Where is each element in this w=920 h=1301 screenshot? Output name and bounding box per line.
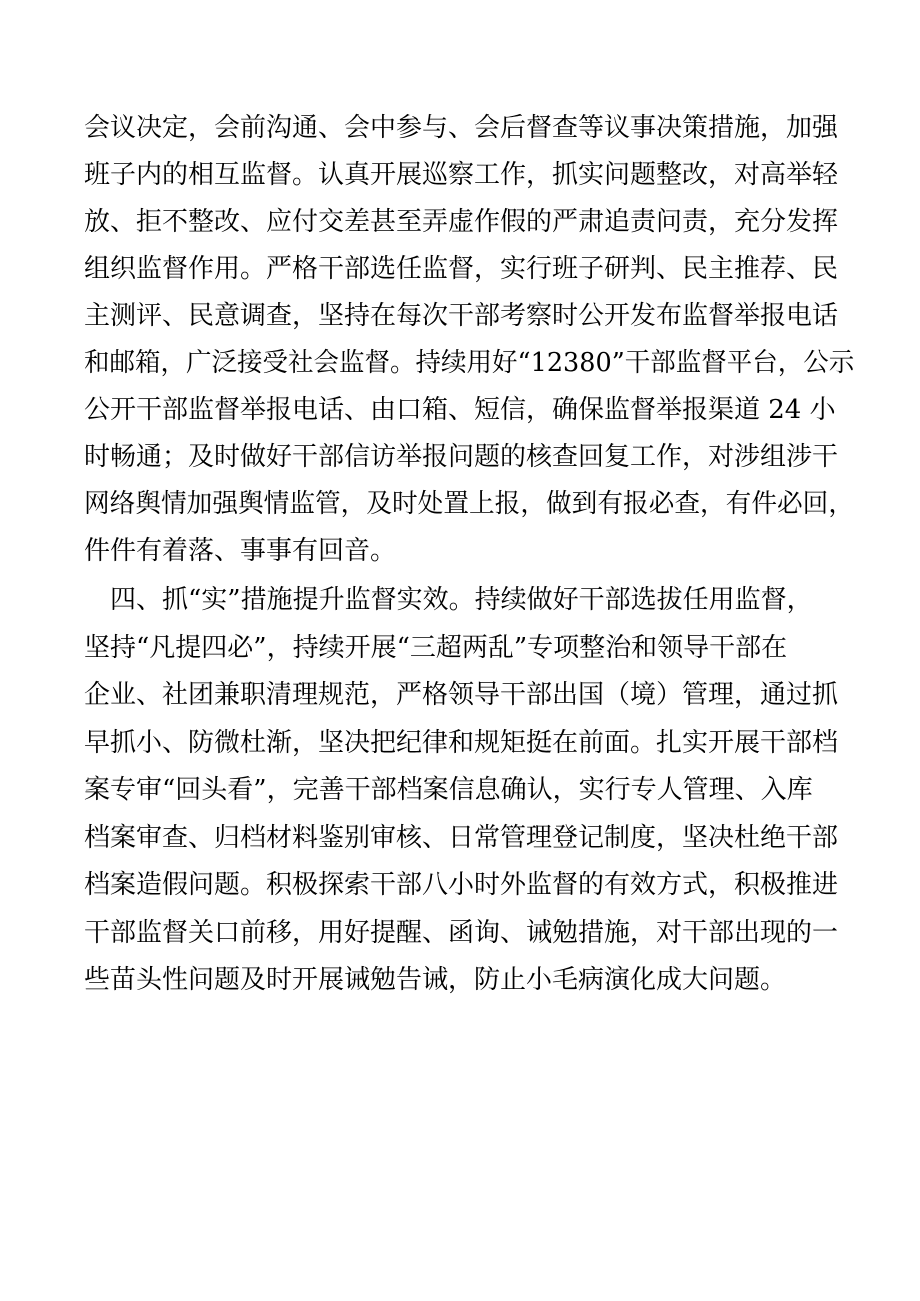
text-line: 会议决定，会前沟通、会中参与、会后督查等议事决策措施，加强	[84, 113, 839, 143]
text-line: 网络舆情加强舆情监管，及时处置上报，做到有报必查，有件必回，	[84, 489, 855, 519]
text-line: 组织监督作用。严格干部选任监督，实行班子研判、民主推荐、民	[84, 254, 839, 284]
text-line: 坚持“凡提四必”，持续开展“三超两乱”专项整治和领导干部在	[84, 633, 788, 663]
text-line: 案专审“回头看”，完善干部档案信息确认，实行专人管理、入库	[84, 775, 813, 805]
text-line: 件件有着落、事事有回音。	[84, 536, 397, 566]
text-line: 干部监督关口前移，用好提醒、函询、诫勉措施，对干部出现的一	[84, 918, 839, 948]
text-line: 企业、社团兼职清理规范，严格领导干部出国（境）管理，通过抓	[84, 680, 839, 710]
text-line: 放、拒不整改、应付交差甚至弄虚作假的严肃追责问责，充分发挥	[84, 207, 839, 237]
text-line: 档案造假问题。积极探索干部八小时外监督的有效方式，积极推进	[84, 870, 839, 900]
text-line: 和邮箱，广泛接受社会监督。持续用好“12380”干部监督平台，公示	[84, 348, 855, 378]
text-line: 班子内的相互监督。认真开展巡察工作，抓实问题整改，对高举轻	[84, 160, 839, 190]
paragraph-heading-line: 四、抓“实”措施提升监督实效。持续做好干部选拔任用监督，	[84, 585, 813, 615]
text-line: 公开干部监督举报电话、由口箱、短信，确保监督举报渠道 24 小	[84, 395, 836, 425]
text-line: 早抓小、防微杜渐，坚决把纪律和规矩挺在前面。扎实开展干部档	[84, 728, 839, 758]
text-line: 时畅通；及时做好干部信访举报问题的核查回复工作，对涉组涉干	[84, 442, 839, 472]
text-line: 档案审查、归档材料鉴别审核、日常管理登记制度，坚决杜绝干部	[84, 823, 839, 853]
text-line: 些苗头性问题及时开展诫勉告诫，防止小毛病演化成大问题。	[84, 965, 787, 995]
text-line: 主测评、民意调查，坚持在每次干部考察时公开发布监督举报电话	[84, 301, 839, 331]
